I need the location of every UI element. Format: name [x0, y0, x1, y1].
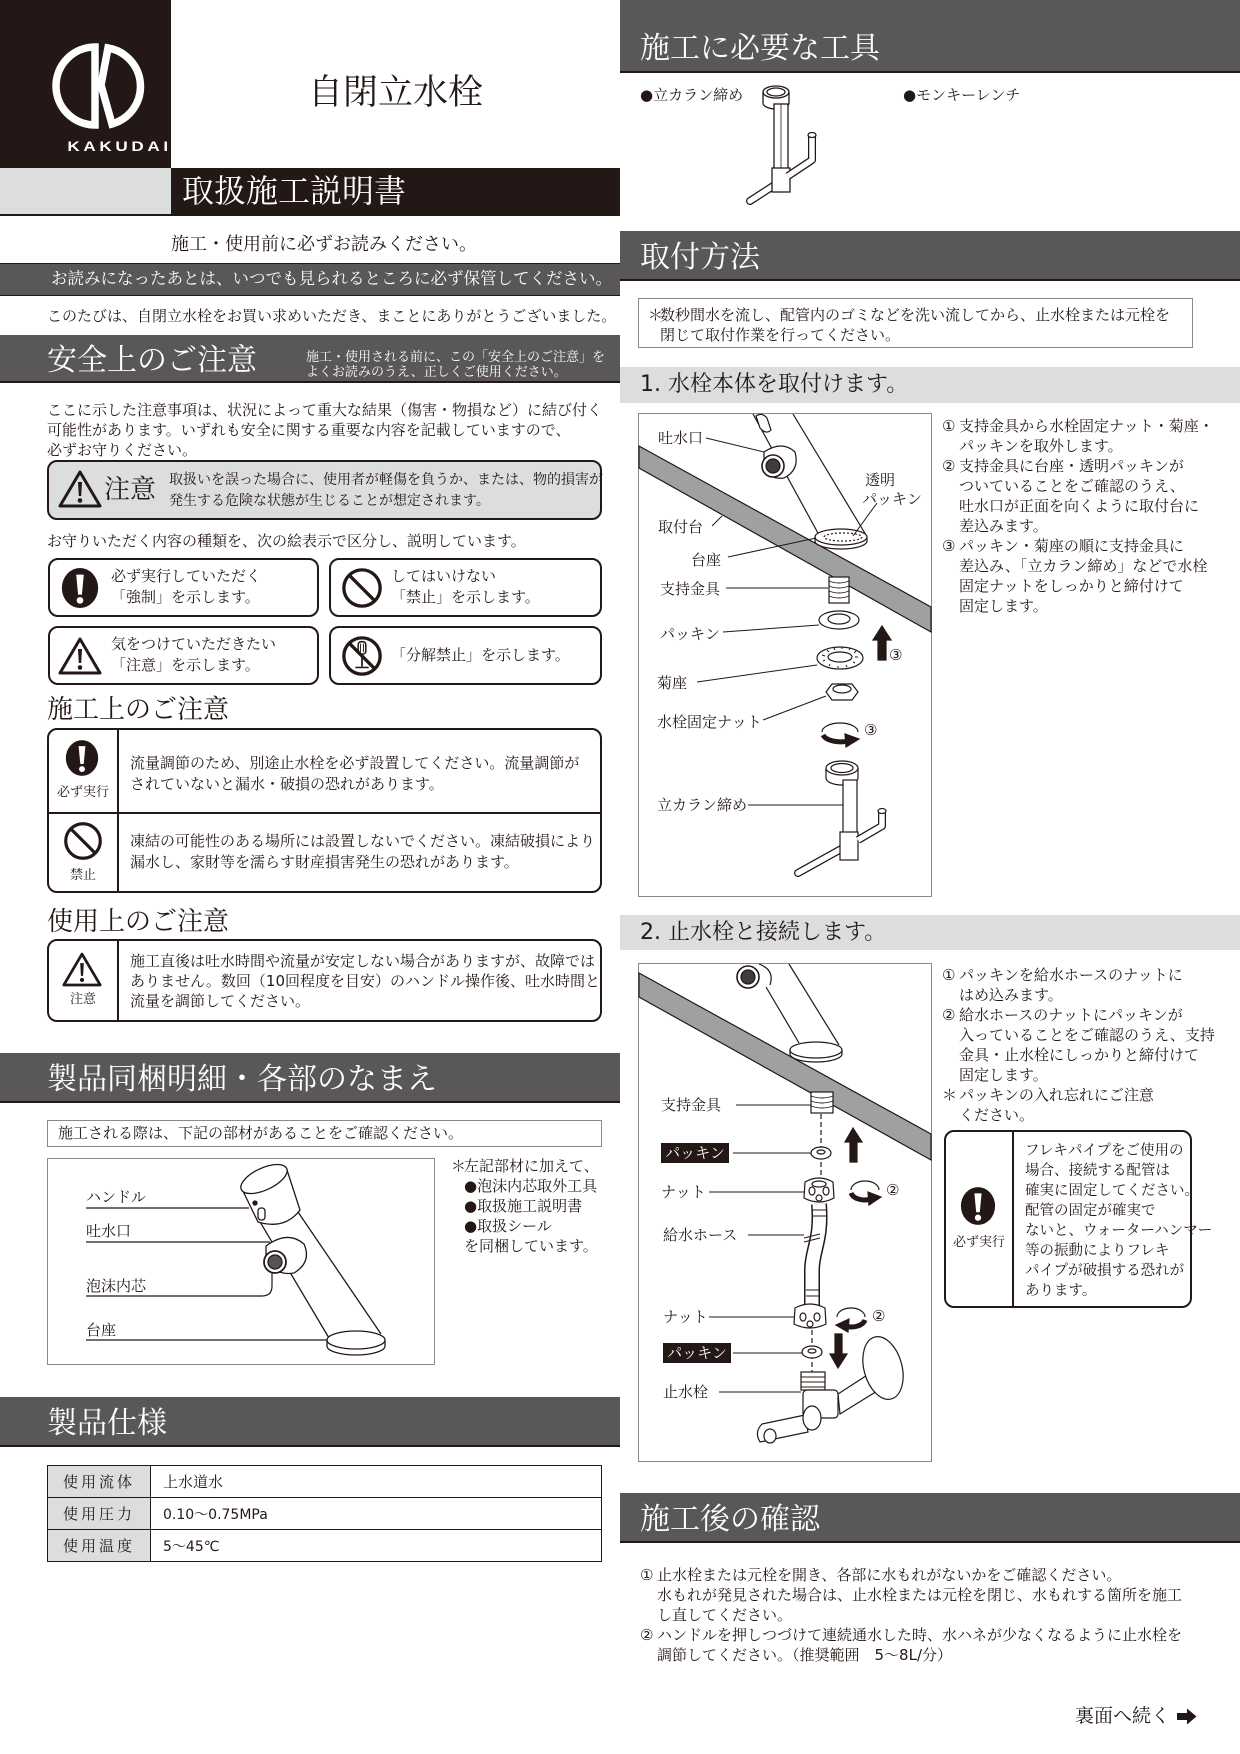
instruction-number: ②: [942, 1006, 956, 1024]
logo-block: [0, 0, 171, 168]
instruction-line: ついていることをご確認のうえ、: [959, 477, 1185, 495]
label-clear-packing: 透明: [865, 471, 896, 489]
warning-text: [1025, 1141, 1212, 1301]
warning-line: 配管の固定が確実で: [1025, 1203, 1156, 1219]
post-check-line: 水もれが発見された場合は、止水栓または元栓を閉じ、水もれする箇所を施工: [657, 1586, 1183, 1604]
warning-line: ないと、ウォーターハンマー: [1025, 1223, 1213, 1239]
instruction-item: [942, 416, 1214, 456]
instruction-line: 金具・止水栓にしっかりと締付けて: [959, 1046, 1200, 1064]
title-bar-left-block: [0, 168, 171, 215]
specs-title: 製品仕様: [47, 1406, 167, 1441]
label-lock-washer: 菊座: [657, 674, 688, 692]
instruction-item: [942, 965, 1215, 1005]
extras-item: ●取扱シール: [464, 1217, 552, 1235]
spec-label: 使用圧力: [48, 1498, 151, 1530]
caution-label: 注意: [69, 992, 96, 1007]
tool-item-monkey-wrench: ●モンキーレンチ: [903, 86, 1021, 104]
post-check-line: し直してください。: [657, 1606, 793, 1624]
installation-title: 取付方法: [640, 240, 760, 275]
label-nut: ナット: [661, 1183, 706, 1201]
instruction-number: ①: [942, 417, 956, 435]
caution-line: 流量調節のため、別途止水栓を必ず設置してください。流量調節が: [130, 754, 580, 772]
step2-instructions: [942, 965, 1215, 1125]
prohibited-label: 禁止: [69, 868, 96, 883]
instruction-line: 固定します。: [959, 597, 1048, 615]
mandatory-icon: [65, 739, 99, 777]
contents-notice-box: [47, 1120, 602, 1147]
step-marker: ③: [889, 646, 903, 664]
prohibited-icon: [341, 567, 383, 609]
caution-line: 流量を調節してください。: [130, 992, 311, 1010]
instruction-line: パッキンを給水ホースのナットに: [959, 966, 1183, 984]
caution-label: 注意: [104, 475, 157, 505]
step2-heading: 2. 止水栓と接続します。: [640, 920, 887, 945]
instruction-line: 差込みます。: [959, 517, 1048, 535]
label-packing-highlight: パッキン: [661, 1143, 729, 1163]
instruction-line: ください。: [959, 1106, 1035, 1124]
step1-instructions: [942, 416, 1214, 616]
step2-header: [620, 915, 1240, 950]
step1-heading: 1. 水栓本体を取付けます。: [640, 372, 909, 397]
warning-line: 場合、接続する配管は: [1025, 1163, 1170, 1179]
included-extras: [451, 1156, 599, 1256]
label-fixing-nut: 水栓固定ナット: [657, 713, 762, 731]
safety-subtitle-line: 施工・使用される前に、この「安全上のご注意」を: [306, 350, 606, 365]
instruction-line: 固定します。: [959, 1066, 1048, 1084]
step-marker: ②: [872, 1307, 886, 1325]
label-supply-hose: 給水ホース: [663, 1226, 738, 1244]
extras-line: を同梱しています。: [464, 1237, 598, 1255]
instruction-item: [942, 1005, 1215, 1085]
note-line: 閉じて取付作業を行ってください。: [660, 326, 901, 344]
label-support-bracket: 支持金具: [661, 1096, 722, 1114]
post-check-number: ②: [640, 1626, 654, 1644]
post-check-line: 止水栓または元栓を開き、各部に水もれがないかをご確認ください。: [657, 1566, 1122, 1584]
instruction-line: パッキンの入れ忘れにご注意: [959, 1086, 1154, 1104]
post-check-item: [640, 1625, 1182, 1665]
instruction-line: パッキン・菊座の順に支持金具に: [959, 537, 1184, 555]
label-stop-valve: 止水栓: [663, 1383, 709, 1401]
caution-definition-line: 取扱いを誤った場合に、使用者が軽傷を負うか、または、物的損害が: [169, 472, 603, 488]
step-marker: ③: [864, 721, 878, 739]
mandatory-label: 必ず実行: [56, 785, 109, 800]
post-check-line: 調節してください。（推奨範囲 5〜8L/分）: [657, 1646, 952, 1664]
safety-subtitle-line: よくお読みのうえ、正しくご使用ください。: [306, 365, 567, 380]
install-cautions-heading: 施工上のご注意: [47, 695, 230, 725]
caution-line: されていないと漏水・破損の恐れがあります。: [130, 775, 444, 793]
prohibited-icon: [63, 821, 103, 861]
legend-line: 必ず実行していただく: [111, 567, 262, 585]
safety-intro-line: 必ずお守りください。: [47, 441, 198, 459]
specs-table: [47, 1465, 602, 1562]
tools-title: 施工に必要な工具: [640, 31, 880, 66]
label-spout: 吐水口: [658, 429, 704, 447]
note-line: 数秒間水を流し、配管内のゴミなどを洗い流してから、止水栓または元栓を: [660, 306, 1171, 324]
caution-definition-text: [169, 470, 603, 512]
legend-line: 「強制」を示します。: [111, 588, 260, 606]
tool-item-faucet-wrench: ●立カラン締め: [640, 86, 744, 104]
warning-line: 等の振動によりフレキ: [1025, 1243, 1170, 1259]
part-label-handle: ハンドル: [86, 1188, 147, 1206]
asterisk-mark: ＊: [648, 306, 664, 324]
spec-label: 使用流体: [48, 1466, 151, 1498]
asterisk-mark: ＊: [451, 1157, 467, 1175]
install-caution-text: [130, 753, 579, 795]
label-mounting-board: 取付台: [658, 518, 704, 536]
install-cautions-divider: [117, 730, 119, 891]
instruction-line: 固定ナットをしっかりと締付けて: [959, 577, 1184, 595]
post-check-list: [640, 1565, 1182, 1665]
table-row: [48, 1498, 602, 1530]
read-before-notice: 施工・使用前に必ずお読みください。: [171, 234, 477, 255]
continue-on-back: [1075, 1703, 1197, 1729]
mandatory-icon: [960, 1186, 996, 1226]
label-faucet-wrench: 立カラン締め: [657, 796, 748, 814]
no-disassembly-icon: [341, 635, 383, 677]
caution-line: 漏水し、家財等を濡らす財産損害発生の恐れがあります。: [130, 853, 519, 871]
label-nut-lower: ナット: [663, 1308, 708, 1326]
extras-line: 左記部材に加えて、: [464, 1157, 599, 1175]
warning-line: 確実に固定してください。: [1025, 1183, 1199, 1199]
label-base: 台座: [691, 551, 722, 569]
contents-section-bar: [0, 1053, 620, 1103]
post-check-section-bar: [620, 1493, 1240, 1543]
caution-icon: [62, 951, 102, 988]
usage-cautions-heading: 使用上のご注意: [47, 907, 230, 937]
legend-caution-text: [111, 634, 276, 676]
safety-subtitle: [306, 350, 605, 380]
caution-line: ありません。数回（10回程度を目安）のハンドル操作後、吐水時間と: [130, 972, 600, 990]
instruction-number: ③: [942, 537, 956, 555]
instruction-number: ②: [942, 457, 956, 475]
product-title: 自閉立水栓: [307, 73, 483, 113]
post-check-line: ハンドルを押しつづけて連続通水した時、水ハネが少なくなるように止水栓を: [657, 1626, 1183, 1644]
instruction-line: 吐水口が正面を向くように取付台に: [959, 497, 1200, 515]
post-check-title: 施工後の確認: [640, 1502, 820, 1537]
step1-header: [620, 367, 1240, 403]
instruction-item: [942, 536, 1214, 616]
caution-icon: [58, 636, 102, 676]
table-row: [48, 1530, 602, 1562]
spec-value: 0.10〜0.75MPa: [151, 1498, 602, 1530]
legend-line: 「禁止」を示します。: [391, 588, 540, 606]
instruction-note: [942, 1085, 1215, 1125]
label-packing-highlight: パッキン: [663, 1343, 731, 1363]
part-label-base: 台座: [86, 1321, 117, 1339]
post-check-item: [640, 1565, 1182, 1625]
safety-intro: [47, 400, 602, 460]
warning-triangle-icon: [58, 469, 102, 509]
thanks-message: このたびは、自閉立水栓をお買い求めいただき、まことにありがとうございました。: [47, 307, 617, 325]
legend-line: してはいけない: [391, 567, 497, 585]
label-support-bracket: 支持金具: [660, 580, 721, 598]
install-caution-text: [130, 831, 595, 873]
caution-line: 凍結の可能性のある場所には設置しないでください。凍結破損により: [130, 832, 596, 850]
note-item: [648, 305, 1170, 345]
mounting-board: [639, 973, 931, 1160]
instruction-line: 支持金具から水栓固定ナット・菊座・: [959, 417, 1214, 435]
step-marker: ②: [886, 1181, 900, 1199]
install-cautions-row-divider: [49, 812, 600, 814]
instruction-line: はめ込みます。: [959, 986, 1063, 1004]
safety-section-bar: [0, 335, 620, 383]
usage-caution-text: [130, 951, 600, 1011]
part-label-spout: 吐水口: [86, 1222, 132, 1240]
instruction-line: 入っていることをご確認のうえ、支持: [959, 1026, 1215, 1044]
instruction-item: [942, 456, 1214, 536]
asterisk-mark: ＊: [942, 1086, 958, 1104]
instruction-number: ①: [942, 966, 956, 984]
extras-item: ●取扱施工説明書: [464, 1197, 583, 1215]
warning-line: あります。: [1025, 1283, 1097, 1299]
label-clear-packing: パッキン: [862, 490, 922, 508]
caution-definition-line: 発生する危険な状態が生じることが想定されます。: [169, 493, 490, 509]
post-check-number: ①: [640, 1566, 654, 1584]
warning-line: フレキパイプをご使用の: [1025, 1143, 1184, 1159]
manual-title-bar: [171, 168, 620, 215]
arrow-right-icon: [1176, 1708, 1197, 1725]
mandatory-icon: [60, 567, 100, 609]
spec-label: 使用温度: [48, 1530, 151, 1562]
warning-divider: [1012, 1132, 1014, 1306]
keep-notice: お読みになったあとは、いつでも見られるところに必ず保管してください。: [51, 269, 612, 288]
caution-line: 施工直後は吐水時間や流量が安定しない場合がありますが、故障では: [130, 952, 596, 970]
legend-prohibited-text: [391, 566, 540, 608]
specs-section-bar: [0, 1397, 620, 1447]
legend-intro: お守りいただく内容の種類を、次の絵表示で区分し、説明しています。: [47, 532, 526, 550]
instruction-line: 給水ホースのナットにパッキンが: [959, 1006, 1183, 1024]
safety-intro-line: 可能性があります。いずれも安全に関する重要な内容を記載していますので、: [47, 421, 571, 439]
extras-item: ●泡沫内芯取外工具: [464, 1177, 598, 1195]
tools-section-bar: [620, 0, 1240, 73]
table-row: [48, 1466, 602, 1498]
legend-line: 気をつけていただきたい: [111, 635, 277, 653]
legend-mandatory-text: [111, 566, 261, 608]
mandatory-label: 必ず実行: [952, 1235, 1005, 1250]
manual-title: 取扱施工説明書: [182, 172, 407, 210]
legend-no-disassembly-text: [391, 645, 570, 666]
instruction-line: パッキンを取外します。: [959, 437, 1123, 455]
safety-intro-line: ここに示した注意事項は、状況によって重大な結果（傷害・物損など）に結び付く: [47, 401, 603, 419]
continue-label: 裏面へ続く: [1075, 1705, 1171, 1727]
keep-notice-band: [0, 263, 620, 296]
label-packing: パッキン: [660, 625, 720, 643]
spec-value: 5〜45℃: [151, 1530, 602, 1562]
installation-note: [648, 305, 1170, 345]
contents-notice: 施工される際は、下記の部材があることをご確認ください。: [58, 1124, 464, 1142]
instruction-line: 支持金具に台座・透明パッキンが: [959, 457, 1184, 475]
extras-list: [451, 1156, 599, 1256]
contents-title: 製品同梱明細・各部のなまえ: [47, 1062, 437, 1097]
spec-value: 上水道水: [151, 1466, 602, 1498]
legend-line: 「注意」を示します。: [111, 656, 260, 674]
part-label-aerator: 泡沫内芯: [86, 1277, 147, 1295]
legend-line: 「分解禁止」を示します。: [391, 646, 570, 664]
title-bar-rule: [0, 214, 620, 216]
safety-title: 安全上のご注意: [47, 343, 257, 378]
brand-name: KAKUDAI: [67, 138, 172, 154]
faucet-wrench-tool-illustration: [740, 80, 830, 210]
usage-cautions-divider: [117, 941, 119, 1020]
installation-section-bar: [620, 231, 1240, 281]
instruction-line: 差込み、「立カラン締め」などで水栓: [959, 557, 1208, 575]
warning-line: パイプが破損する恐れが: [1025, 1263, 1185, 1279]
